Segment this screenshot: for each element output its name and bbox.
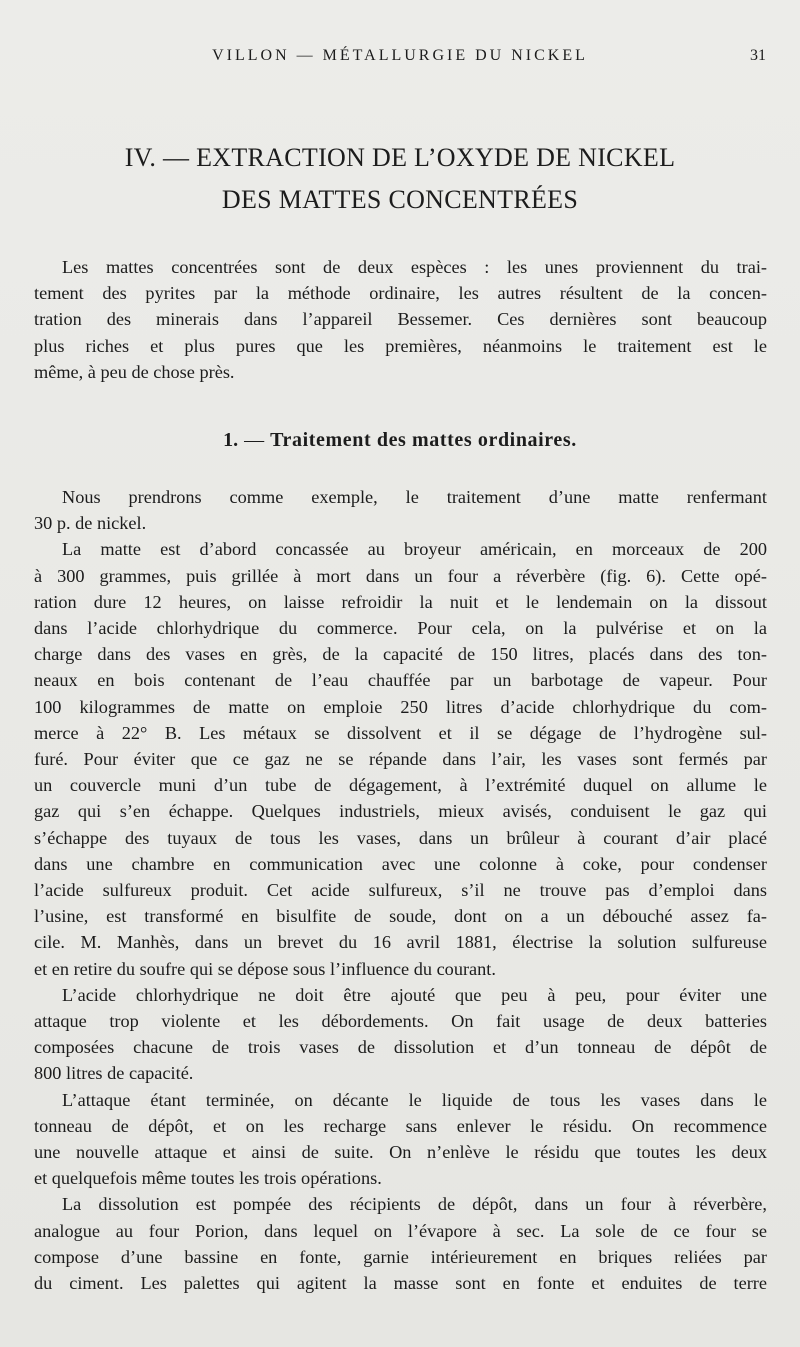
text-line: un couvercle muni d’un tube de dégagement, à l’extrémité duquel on allume le	[34, 775, 767, 796]
text-line: tonneau de dépôt, et on les recharge sans enlever le résidu. On recommence	[34, 1115, 767, 1136]
text-line: charge dans des vases en grès, de la capacité de 150 litres, placés dans des ton-	[34, 644, 767, 665]
text-line: même, à peu de chose près.	[34, 361, 235, 382]
running-header	[0, 44, 800, 68]
text-line: Les mattes concentrées sont de deux espèces : les unes proviennent du trai-	[62, 257, 767, 277]
chapter-title-line: DES MATTES CONCENTRÉES	[221, 185, 579, 214]
text-line: plus riches et plus pures que les premières, néanmoins le traitement est le	[34, 335, 767, 356]
body-text	[34, 484, 767, 1296]
text-line: merce à 22° B. Les métaux se dissolvent et il se dégage de l’hydrogène sul-	[34, 722, 767, 743]
section-heading	[0, 426, 800, 454]
text-line: du ciment. Les palettes qui agitent la masse sont en fonte et enduites de terre	[34, 1273, 767, 1294]
text-line: et en retire du soufre qui se dépose sous l’influence du courant.	[34, 958, 496, 979]
intro-paragraph	[34, 254, 767, 385]
text-line: s’échappe des tuyaux de tous les vases, dans un brûleur à courant d’air placé	[34, 827, 767, 848]
text-line: 30 p. de nickel.	[34, 513, 147, 534]
text-line: Nous prendrons comme exemple, le traitement d’une matte renfermant	[62, 487, 767, 507]
text-line: tement des pyrites par la méthode ordinaire, les autres résultent de la concen-	[34, 283, 767, 304]
section-dash: —	[244, 429, 265, 451]
chapter-title-line: IV. — EXTRACTION DE L’OXYDE DE NICKEL	[124, 143, 676, 172]
text-line: La matte est d’abord concassée au broyeur américain, en morceaux de 200	[62, 539, 767, 560]
text-line: neaux en bois contenant de l’eau chauffée par un barbotage de vapeur. Pour	[34, 670, 767, 691]
text-line: l’acide sulfureux produit. Cet acide sulfureux, s’il ne trouve pas d’emploi dans	[34, 880, 767, 901]
text-line: tration des minerais dans l’appareil Bessemer. Ces dernières sont beaucoup	[34, 309, 767, 330]
page-number: 31	[750, 47, 766, 64]
text-line: L’acide chlorhydrique ne doit être ajouté que peu à peu, pour éviter une	[62, 984, 767, 1005]
text-line: dans l’acide chlorhydrique du commerce. Pour cela, on la pulvérise et on la	[34, 618, 767, 639]
text-line: ration dure 12 heures, on laisse refroidir la nuit et le lendemain on la dissout	[34, 591, 767, 612]
text-line: à 300 grammes, puis grillée à mort dans un four a réverbère (fig. 6). Cette opé-	[34, 565, 767, 586]
text-line: 800 litres de capacité.	[34, 1063, 194, 1084]
text-line: attaque trop violente et les débordements. On fait usage de deux batteries	[34, 1011, 767, 1032]
running-title: VILLON — MÉTALLURGIE DU NICKEL	[212, 47, 588, 64]
text-line: et quelquefois même toutes les trois opérations.	[34, 1168, 382, 1189]
text-line: une nouvelle attaque et ainsi de suite. On n’enlève le résidu que toutes les deux	[34, 1142, 767, 1163]
text-line: analogue au four Porion, dans lequel on l’évapore à sec. La sole de ce four se	[34, 1220, 767, 1241]
text-line: La dissolution est pompée des récipients de dépôt, dans un four à réverbère,	[62, 1194, 767, 1215]
text-line: 100 kilogrammes de matte on emploie 250 litres d’acide chlorhydrique du com-	[34, 696, 767, 717]
section-title: Traitement des mattes ordinaires.	[270, 429, 577, 451]
text-line: furé. Pour éviter que ce gaz ne se répande dans l’air, les vases sont fermés par	[34, 749, 767, 770]
text-line: gaz qui s’en échappe. Quelques industriels, mieux avisés, conduisent le gaz qui	[34, 801, 767, 822]
chapter-title	[40, 137, 760, 221]
section-number: 1.	[223, 429, 239, 451]
text-line: L’attaque étant terminée, on décante le liquide de tous les vases dans le	[62, 1089, 767, 1110]
text-line: compose d’une bassine en fonte, garnie intérieurement en briques reliées par	[34, 1246, 767, 1267]
text-line: composées chacune de trois vases de dissolution et d’un tonneau de dépôt de	[34, 1037, 767, 1058]
text-line: dans une chambre en communication avec une colonne à coke, pour condenser	[34, 853, 767, 874]
text-line: l’usine, est transformé en bisulfite de soude, dont on a un débouché assez fa-	[34, 906, 767, 927]
text-line: cile. M. Manhès, dans un brevet du 16 avril 1881, électrise la solution sulfureuse	[34, 932, 767, 953]
